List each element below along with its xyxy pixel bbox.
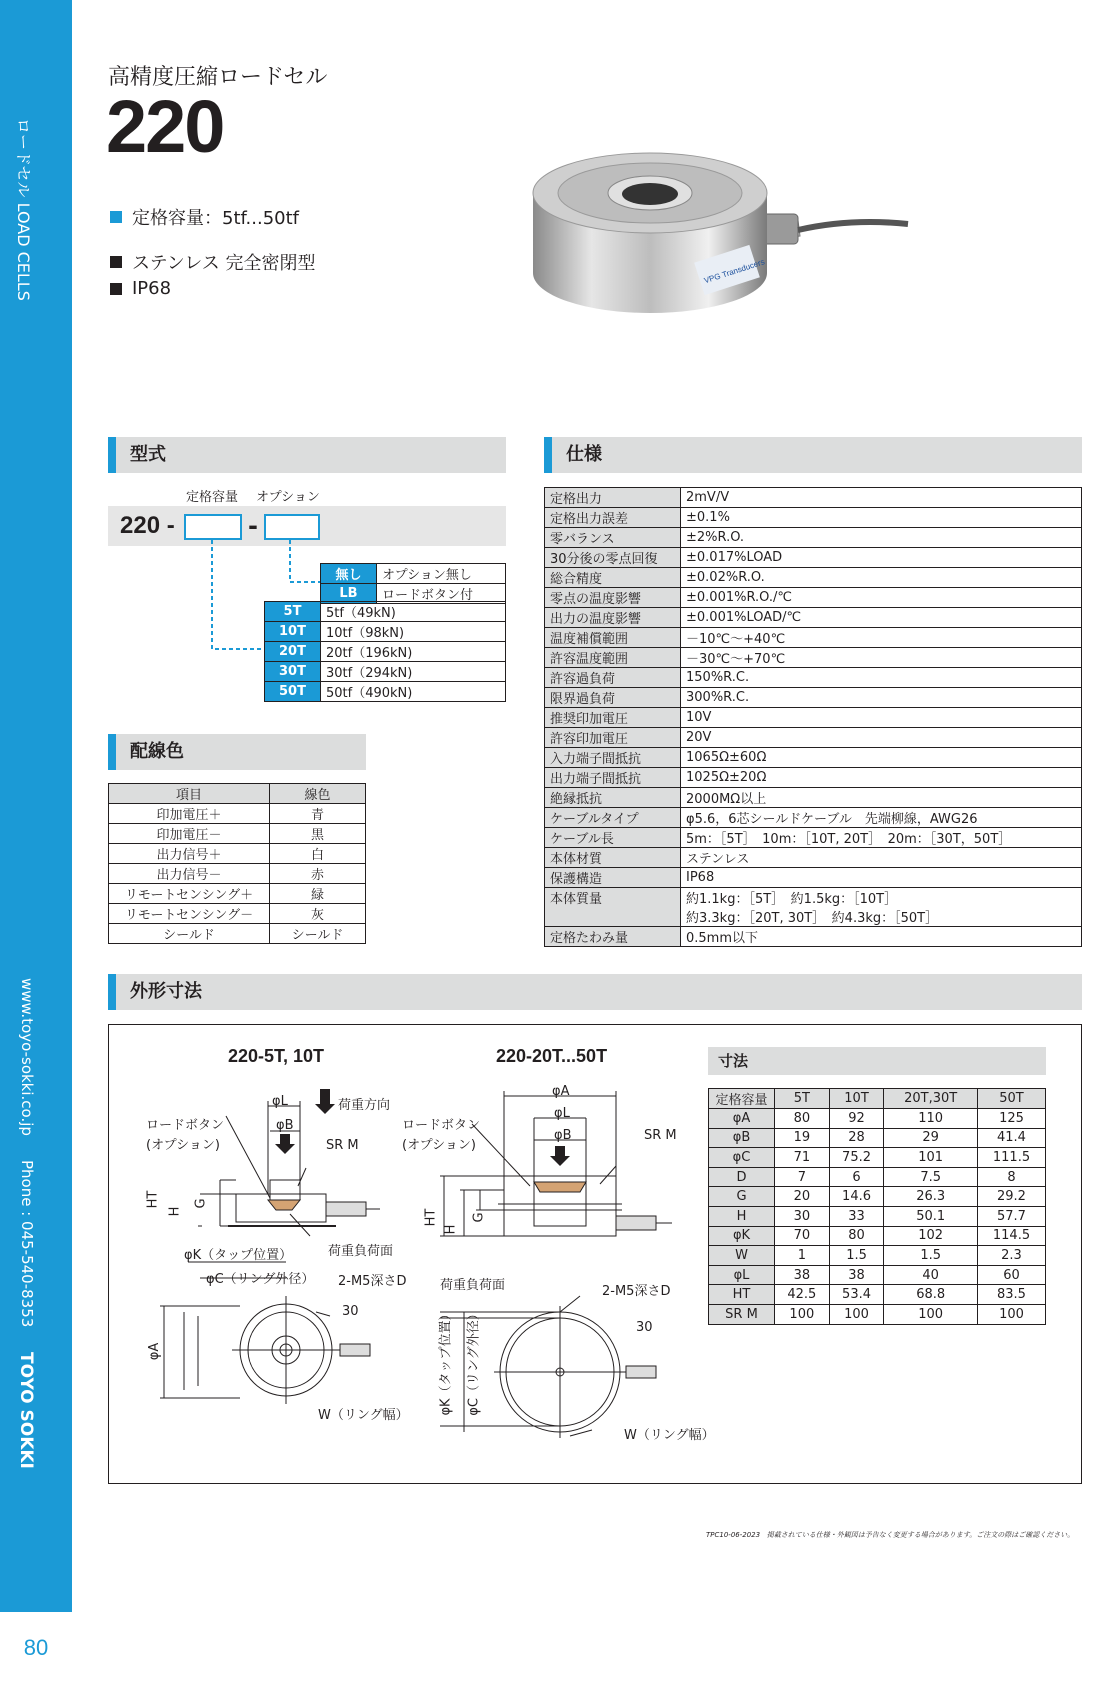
capacity-row: 20T 20tf（196kN) <box>265 642 506 662</box>
bullet-square-icon <box>110 211 122 223</box>
option-slot <box>264 514 320 540</box>
dim-row: SR M 100 100 100 100 <box>709 1304 1046 1324</box>
ht-label-2: HT <box>423 1208 439 1227</box>
spec-row: 定格出力誤差 ±0.1% <box>545 508 1082 528</box>
drawing2-title: 220-20T...50T <box>496 1046 608 1066</box>
load-direction-label: 荷重方向 <box>338 1098 391 1113</box>
bullet-square-icon <box>110 256 122 268</box>
spec-row: 温度補償範囲 －10℃～+40℃ <box>545 628 1082 648</box>
spec-row: 推奨印加電圧 10V <box>545 708 1082 728</box>
dim-row: W 1 1.5 1.5 2.3 <box>709 1246 1046 1266</box>
spec-row: 入力端子間抵抗 1065Ω±60Ω <box>545 748 1082 768</box>
spec-row: 本体質量 約1.1kg：［5T］ 約1.5kg：［10T］ <box>545 888 1082 908</box>
wiring-row: 出力信号＋ 白 <box>109 844 366 864</box>
spec-row: ケーブル長 5m：［5T］ 10m：［10T, 20T］ 20m：［30T，50T］ <box>545 828 1082 848</box>
h-label-2: H <box>443 1224 459 1235</box>
dim-row: HT 42.5 53.4 68.8 83.5 <box>709 1285 1046 1305</box>
phiB-label-1: φB <box>276 1118 294 1133</box>
spec-row: 本体材質 ステンレス <box>545 848 1082 868</box>
dim-row: φB 19 28 29 41.4 <box>709 1128 1046 1148</box>
option-row: 無し オプション無し <box>321 564 506 584</box>
brand-logo: TOYO SOKKI <box>16 1352 36 1469</box>
ring-od-label-1: φC（リング外径） <box>206 1272 315 1287</box>
thirty-label-1: 30 <box>342 1304 359 1319</box>
capacity-caption: 定格容量 <box>186 490 239 505</box>
model-code-title: 型式 <box>108 437 506 473</box>
load-button-label-1: ロードボタン <box>146 1118 225 1133</box>
spec-row: 零バランス ±2%R.O. <box>545 528 1082 548</box>
spec-row: ケーブルタイプ φ5.6，6芯シールドケーブル 先端柳線，AWG26 <box>545 808 1082 828</box>
feature-item: ステンレス 完全密閉型 <box>110 249 315 275</box>
spec-table <box>544 487 1082 947</box>
sidebar <box>0 0 72 1684</box>
wiring-title: 配線色 <box>108 734 366 770</box>
wiring-table: 項目 線色 印加電圧＋ 青 印加電圧－ 黒 出力信号＋ 白 出力信号－ 赤 リモートセンシング＋ 緑 リモートセンシング－ 灰 シールド シールド <box>108 783 366 944</box>
feature-item: 定格容量：5tf...50tf <box>110 204 299 230</box>
g-label-2: G <box>471 1212 487 1223</box>
dim-row: G 20 14.6 26.3 29.2 <box>709 1187 1046 1207</box>
spec-row: 限界過負荷 300%R.C. <box>545 688 1082 708</box>
option-table <box>320 563 506 604</box>
g-label-1: G <box>193 1198 209 1209</box>
load-button-label-2: ロードボタン <box>402 1118 481 1133</box>
spec-row: 許容過負荷 150%R.C. <box>545 668 1082 688</box>
drawing1-title: 220-5T, 10T <box>228 1046 325 1066</box>
code-prefix: 220 - <box>120 512 175 539</box>
tap-position-label-1: φK（タップ位置） <box>184 1248 293 1263</box>
spec-row: 定格出力 2mV/V <box>545 488 1082 508</box>
spec-row: 許容温度範囲 －30℃～+70℃ <box>545 648 1082 668</box>
dim-row: φC 71 75.2 101 111.5 <box>709 1148 1046 1168</box>
category-label: ロードセル LOAD CELLS <box>14 118 33 301</box>
spec-row: 約3.3kg：［20T, 30T］ 約4.3kg：［50T］ <box>545 907 1082 927</box>
capacity-slot <box>184 514 242 540</box>
capacity-table <box>264 601 506 702</box>
spec-row: 絶縁抵抗 2000MΩ以上 <box>545 788 1082 808</box>
dimensions-title: 外形寸法 <box>108 974 1082 1010</box>
bullet-square-icon <box>110 283 122 295</box>
load-surface-label-2: 荷重負荷面 <box>440 1278 506 1293</box>
tap-vertical-label-2: φK（タップ位置） <box>438 1307 454 1416</box>
capacity-row: 10T 10tf（98kN) <box>265 622 506 642</box>
capacity-row: 30T 30tf（294kN) <box>265 662 506 682</box>
phiB-label-2: φB <box>554 1128 572 1143</box>
product-brand-label: VPG Transducers <box>702 257 766 286</box>
page-number: 80 <box>0 1612 72 1684</box>
load-surface-label-1: 荷重負荷面 <box>328 1244 394 1259</box>
dim-row: H 30 33 50.1 57.7 <box>709 1206 1046 1226</box>
dim-table <box>708 1088 1046 1325</box>
ring-width-label-2: W（リング幅） <box>624 1428 715 1443</box>
feature-item: IP68 <box>110 278 171 299</box>
capacity-row: 5T 5tf（49kN) <box>265 602 506 622</box>
ring-vertical-label-2: φC（リング外径） <box>466 1307 482 1416</box>
wiring-row: リモートセンシング＋ 緑 <box>109 884 366 904</box>
website-label[interactable]: www.toyo-sokki.co.jp <box>18 978 36 1136</box>
srm-label-1: SR M <box>326 1138 359 1153</box>
phone-label: Phone : 045-540-8353 <box>18 1160 36 1328</box>
spec-row: 総合精度 ±0.02%R.O. <box>545 568 1082 588</box>
spec-title: 仕様 <box>544 437 1082 473</box>
ht-label-1: HT <box>145 1190 161 1209</box>
spec-row: 保護構造 IP68 <box>545 868 1082 888</box>
wiring-row: リモートセンシング－ 灰 <box>109 904 366 924</box>
dim-row: φA 80 92 110 125 <box>709 1109 1046 1129</box>
dim-row: 定格容量 5T 10T 20T,30T 50T <box>709 1089 1046 1109</box>
option-caption: オプション <box>256 490 320 505</box>
wiring-row: 印加電圧＋ 青 <box>109 804 366 824</box>
ring-width-label-1: W（リング幅） <box>318 1408 409 1423</box>
code-dash: - <box>248 512 258 540</box>
spec-row: 許容印加電圧 20V <box>545 728 1082 748</box>
capacity-row: 50T 50tf（490kN) <box>265 682 506 702</box>
phiA-label-1: φA <box>147 1342 163 1361</box>
thirty-label-2: 30 <box>636 1320 653 1335</box>
option-row: LB ロードボタン付 <box>321 584 506 604</box>
wiring-row: 印加電圧－ 黒 <box>109 824 366 844</box>
dim-table-title: 寸法 <box>708 1047 1046 1075</box>
phiA-label-2: φA <box>552 1084 570 1099</box>
wiring-row: シールド シールド <box>109 924 366 944</box>
option-label-1: (オプション) <box>146 1138 220 1153</box>
model-number: 220 <box>106 85 224 168</box>
screws-label-2: 2-M5深さD <box>602 1284 671 1299</box>
srm-label-2: SR M <box>644 1128 677 1143</box>
spec-row: 30分後の零点回復 ±0.017%LOAD <box>545 548 1082 568</box>
dim-row: D 7 6 7.5 8 <box>709 1167 1046 1187</box>
spec-row: 定格たわみ量 0.5mm以下 <box>545 927 1082 947</box>
footer-note: TPC10-06-2023 掲載されている仕様・外観図は予告なく変更する場合があります。ご注文の際はご確認ください。 <box>706 1531 1075 1539</box>
product-photo <box>530 148 910 328</box>
spec-row: 出力の温度影響 ±0.001%LOAD/℃ <box>545 608 1082 628</box>
screws-label-1: 2-M5深さD <box>338 1274 407 1289</box>
wiring-row: 出力信号－ 赤 <box>109 864 366 884</box>
dim-row: φL 38 38 40 60 <box>709 1265 1046 1285</box>
h-label-1: H <box>167 1206 183 1217</box>
spec-row: 出力端子間抵抗 1025Ω±20Ω <box>545 768 1082 788</box>
phiL-label-2: φL <box>554 1106 570 1121</box>
phiL-label-1: φL <box>272 1094 288 1109</box>
dim-row: φK 70 80 102 114.5 <box>709 1226 1046 1246</box>
option-label-2: (オプション) <box>402 1138 476 1153</box>
page-subtitle: 高精度圧縮ロードセル <box>108 65 328 90</box>
spec-row: 零点の温度影響 ±0.001%R.O./℃ <box>545 588 1082 608</box>
